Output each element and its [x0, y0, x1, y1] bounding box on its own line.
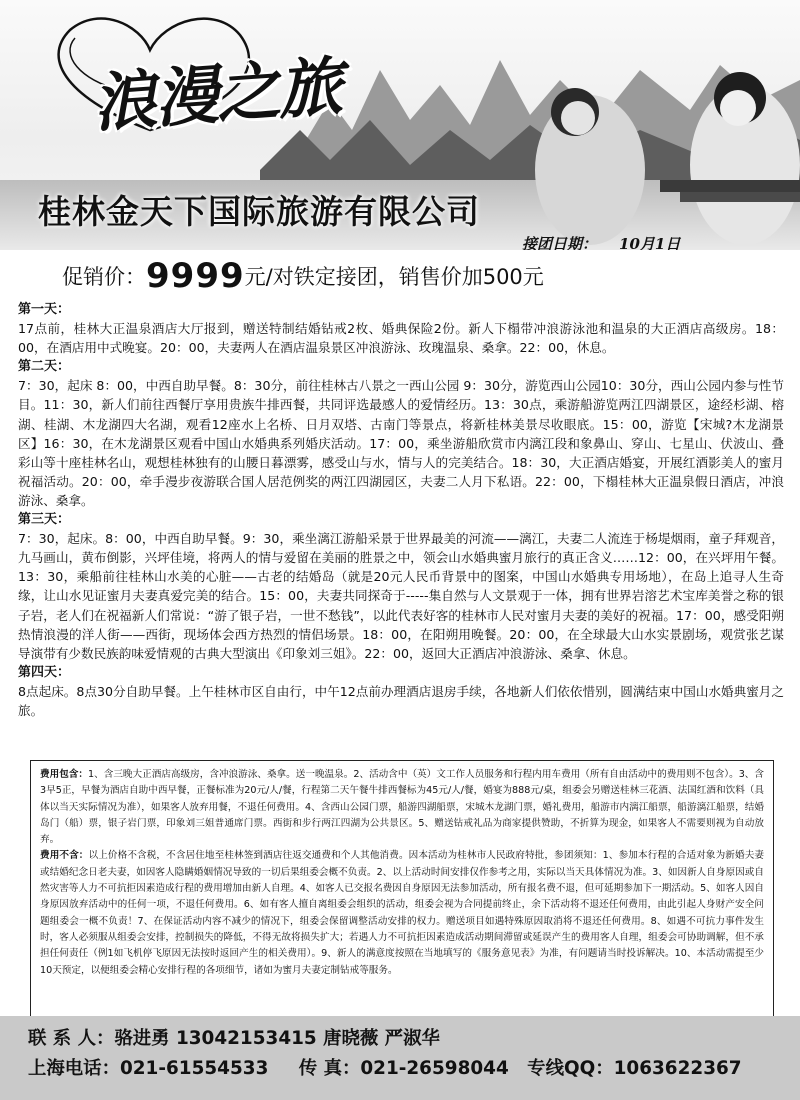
day-title: 第二天： — [18, 359, 71, 375]
day-text: 17点前，桂林大正温泉酒店大厅报到，赠送特制结婚钻戒2枚、婚典保险2份。新人下榻带冲浪游泳池和温泉的大正酒店高级房。18：00，在酒店用中式晚宴。20：00，夫妻两人在酒店温泉景区冲浪游泳、玫瑰温泉、桑拿。22：00，休息。 — [18, 321, 784, 356]
fee-include-text: 1、含三晚大正酒店高级房，含冲浪游泳、桑拿。送一晚温泉。2、活动含中（英）文工作人员服务和行程内用车费用（所有自由活动中的费用则不包含）。3、含3早5正，早餐为酒店自助中西早餐，正餐标准为20元/人/餐，行程第二天午餐牛排西餐标为45元/人/餐，婚宴为888元/桌，组委会另赠送桂林三花酒、法国红酒和饮料（具体以当天实际情况为准），如果客人放弃用餐，不退任何费用。4、含西山公园门票，船游四湖船票，宋城木龙湖门票，婚礼费用，船游市内漓江船票，船游漓江船票，结婚岛门（船）票，银子岩门票，印象刘三姐普通席门票。西街和步行两江四湖为公共景区。5、赠送钻戒礼品为商家提供赞助，不折算为现金，如果客人不需要则视为自动放弃。 — [40, 769, 765, 846]
itinerary — [18, 300, 784, 720]
day-section — [18, 300, 784, 357]
day-section — [18, 663, 784, 720]
day-title: 第一天： — [18, 302, 71, 317]
logo-title: 浪漫之旅 — [90, 49, 343, 142]
contact-people-value: 骆进勇 13042153415 唐晓薇 严淑华 — [114, 1028, 440, 1049]
qq-label: 专线QQ： — [527, 1058, 614, 1079]
day-title: 第四天： — [18, 664, 71, 680]
fax-value: 021-26598044 — [360, 1058, 509, 1079]
day-text: 8点起床。8点30分自助早餐。上午桂林市区自由行，中午12点前办理酒店退房手续，各地新人们依依惜别，圆满结束中国山水婚典蜜月之旅。 — [18, 683, 784, 718]
departure-date — [522, 233, 680, 250]
fee-include — [40, 767, 764, 848]
contact-people-row — [28, 1024, 772, 1054]
fee-include-label: 费用包含： — [40, 769, 89, 780]
promo-price — [62, 256, 544, 296]
day-text: 7：30，起床 8：00，中西自助早餐。8：30分，前往桂林古八景之一西山公园 9：30分，游览西山公园10：30分，西山公园内参与性节目。11：30，新人们前往西餐厅享用贵族牛排西餐，共同评选最感人的爱情经历。13：30点，乘游船游览两江四湖景区，途经杉湖、榕湖、桂湖、木龙湖四大名湖，观看12座水上名桥、日月双塔、古南门等景点，将新桂林美景尽收眼底。15：00，游览【宋城?木龙湖景区】16：30，在木龙湖景区观看中国山水婚典系列婚庆活动。17：00，乘坐游船欣赏市内漓江段和象鼻山、穿山、七星山、伏波山、叠彩山等十座桂林名山，观想桂林独有的山腰日暮漂雾，感受山与水，情与人的完美结合。18：30，大正酒店婚宴，开展红酒影美人的蜜月祝福活动。20：00，牵手漫步夜游联合国人居范例奖的两江四湖园区，夫妻二人月下私语。22：00，下榻桂林大正温泉假日酒店，冲浪游泳、桑拿。 — [18, 378, 784, 508]
day-text: 7：30，起床。8：00，中西自助早餐。9：30，乘坐漓江游船采景于世界最美的河流——漓江，夫妻二人流连于杨堤烟雨，童子拜观音，九马画山，黄布倒影，兴坪佳境，将两人的情与爱留在美丽的胜景之中，领会山水婚典蜜月旅行的真正含义……12：00，在兴坪用午餐。 13：30，乘船前往桂林山水美的心脏——古老的结婚岛（就是20元人民币背景中的图案，中国山水婚典专用场地），在岛上追寻人生奇缘，让山水见证蜜月夫妻真爱完美的结合。15：00，夫妻共同探奇于-----集自然与人文景观于一体，拥有世界岩溶艺术宝库美誉之称的银子岩，老人们在祝福新人们常说：“游了银子岩，一世不愁钱”，以此代表好客的桂林市人民对蜜月夫妻的美好的祝福。17：00，感受阳朔热情浪漫的洋人街——西街，现场体会西方热烈的情侣场景。18：00，在阳朔用晚餐。20：00，在全球最大山水实景剧场，观赏张艺谋导演带有少数民族韵味爱情观的古典大型演出《印象刘三姐》。22：00，返回大正酒店冲浪游泳、桑拿、休息。 — [18, 531, 784, 661]
day-section — [18, 510, 784, 663]
fax-label: 传 真： — [298, 1058, 361, 1079]
contact-people-label: 联 系 人： — [28, 1028, 115, 1049]
qq-value: 1063622367 — [613, 1058, 742, 1079]
price-amount: 9999 — [146, 256, 245, 296]
departure-value: 10月1日 — [619, 235, 681, 250]
fee-exclude — [40, 848, 764, 978]
fee-exclude-label: 费用不含： — [40, 850, 89, 862]
company-name: 桂林金天下国际旅游有限公司 — [38, 192, 480, 231]
contact-phone-row — [28, 1054, 772, 1084]
fee-terms-box — [30, 760, 774, 1018]
price-label: 促销价： — [62, 265, 146, 289]
contact-bar — [0, 1016, 800, 1100]
day-title: 第三天： — [18, 512, 71, 528]
day-section — [18, 357, 784, 510]
header-banner — [0, 0, 800, 250]
departure-label: 接团日期： — [522, 235, 598, 250]
price-suffix: 元/对铁定接团，销售价加500元 — [244, 265, 544, 289]
bamboo-raft — [660, 180, 800, 192]
fee-exclude-text: 以上价格不含税，不含居住地至桂林签到酒店往返交通费和个人其他消费。因本活动为桂林市人民政府特批，参团须知：1、参加本行程的合适对象为新婚夫妻或结婚纪念日老夫妻，如因客人隐瞒婚姻情况导致的一切后果组委会概不负责。2、以上活动时间安排仅作参考之用，实际以当天具体情况为准。3、如因新人自身原因或自然灾害等人力不可抗拒因素造成行程的费用增加由新人自理。4、如客人已交报名费因自身原因无法参加活动，所有报名费不退，但可延期参加下一期活动。5、如客人因自身原因放弃活动中的任何一项，不退任何费用。6、如有客人擅自离组委会组织的活动，组委会视为合同提前终止，余下活动将不退还任何费用，由此引起人身财产安全问题组委会一概不负责！7、在保证活动内容不减少的情况下，组委会保留调整活动安排的权力。赠送项目如遇特殊原因取消将不退还任何费用。8、如遇不可抗力事件发生时，客人必须服从组委会安排，控制损失的降低，不得无故将损失扩大；若遇人力不可抗拒因素造成活动期间滞留或延误产生的费用客人自理，组委会可协助调解，但不承担任何责任（例1如飞机停飞原因无法按时返回产生的相关费用）。9、新人的满意度按照在当地填写的《服务意见表》为准，有问题请当时投诉解决。10、本活动需提至少10天预定，以便组委会精心安排行程的各项细节，诸如为蜜月夫妻定制钻戒等服务。 — [40, 850, 765, 976]
phone-label: 上海电话： — [28, 1058, 120, 1079]
phone-value: 021-61554533 — [119, 1058, 269, 1079]
